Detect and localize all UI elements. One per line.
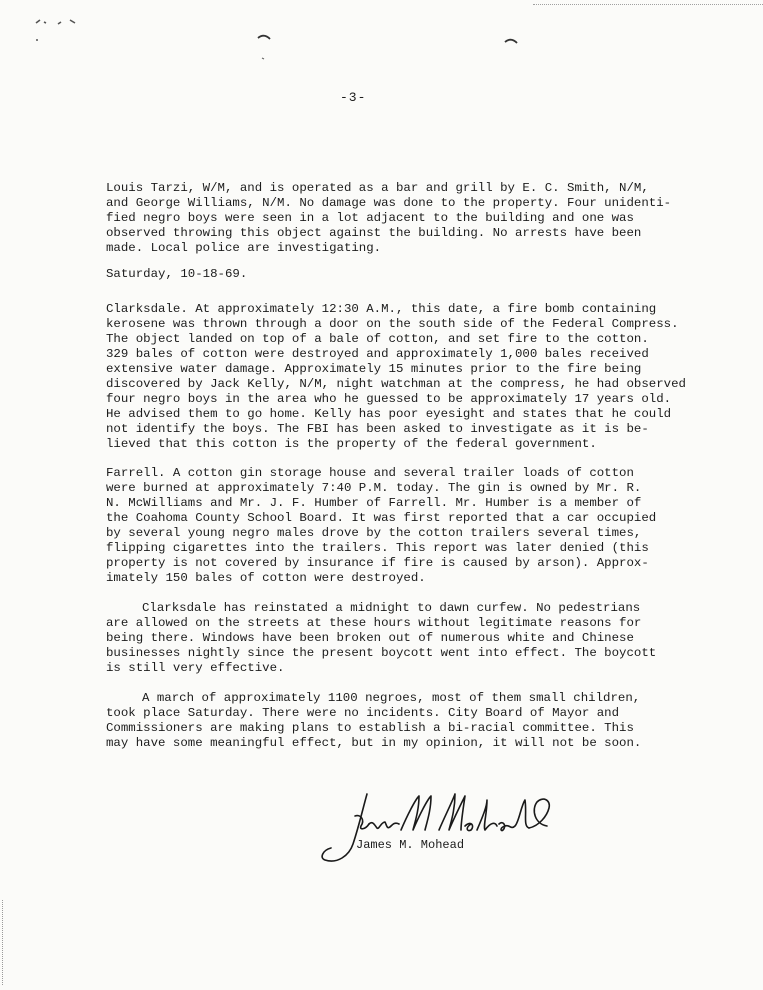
- text-line: flipping cigarettes into the trailers. This report was later denied (this: [106, 541, 649, 555]
- date-heading: Saturday, 10-18-69.: [106, 267, 248, 281]
- text-line: were burned at approximately 7:40 P.M. today. The gin is owned by Mr. R.: [106, 481, 642, 495]
- text-line: discovered by Jack Kelly, N/M, night watchman at the compress, he had observed: [106, 377, 686, 391]
- text-line: made. Local police are investigating.: [106, 241, 382, 255]
- text-line: Louis Tarzi, W/M, and is operated as a bar and grill by E. C. Smith, N/M,: [106, 181, 649, 195]
- text-line: imately 150 bales of cotton were destroyed.: [106, 571, 426, 585]
- text-line: is still very effective.: [106, 661, 285, 675]
- text-line: may have some meaningful effect, but in my opinion, it will not be soon.: [106, 736, 642, 750]
- text-line: Farrell. A cotton gin storage house and several trailer loads of cotton: [106, 466, 634, 480]
- text-line: being there. Windows have been broken out of numerous white and Chinese: [106, 631, 634, 645]
- text-line: property is not covered by insurance if fire is caused by arson). Approx-: [106, 556, 649, 570]
- text-line: by several young negro males drove by the cotton trailers several times,: [106, 526, 642, 540]
- text-line: A march of approximately 1100 negroes, most of them small children,: [142, 691, 641, 705]
- text-line: Clarksdale has reinstated a midnight to dawn curfew. No pedestrians: [142, 601, 641, 615]
- paragraph-curfew: [106, 601, 696, 676]
- text-line: took place Saturday. There were no incidents. City Board of Mayor and: [106, 706, 620, 720]
- text-line: lieved that this cotton is the property of the federal government.: [106, 437, 597, 451]
- text-line: not identify the boys. The FBI has been asked to investigate as it is be-: [106, 422, 649, 436]
- text-line: are allowed on the streets at these hours without legitimate reasons for: [106, 616, 642, 630]
- paragraph-clarksdale-fire: [106, 302, 696, 452]
- text-line: the Coahoma County School Board. It was first reported that a car occupied: [106, 511, 657, 525]
- text-line: extensive water damage. Approximately 15 minutes prior to the fire being: [106, 362, 642, 376]
- handwritten-signature: [315, 786, 565, 866]
- text-line: Clarksdale. At approximately 12:30 A.M., this date, a fire bomb containing: [106, 302, 657, 316]
- text-line: Commissioners are making plans to establish a bi-racial committee. This: [106, 721, 634, 735]
- scan-specks: [0, 0, 763, 200]
- text-line: businesses nightly since the present boycott went into effect. The boycott: [106, 646, 657, 660]
- paragraph-tarzi: [106, 181, 696, 256]
- paragraph-farrell: [106, 466, 696, 586]
- signer-name: James M. Mohead: [356, 838, 465, 852]
- text-line: four negro boys in the area who he guessed to be approximately 17 years old.: [106, 392, 672, 406]
- scan-margin-mark: [2, 900, 6, 985]
- text-line: N. McWilliams and Mr. J. F. Humber of Farrell. Mr. Humber is a member of: [106, 496, 642, 510]
- page-number: -3-: [340, 90, 367, 105]
- text-line: and George Williams, N/M. No damage was done to the property. Four unidenti-: [106, 196, 672, 210]
- text-line: fied negro boys were seen in a lot adjacent to the building and one was: [106, 211, 634, 225]
- text-line: The object landed on top of a bale of cotton, and set fire to the cotton.: [106, 332, 649, 346]
- paragraph-march: [106, 691, 696, 751]
- text-line: observed throwing this object against the building. No arrests have been: [106, 226, 642, 240]
- text-line: He advised them to go home. Kelly has poor eyesight and states that he could: [106, 407, 672, 421]
- text-line: kerosene was thrown through a door on the south side of the Federal Compress.: [106, 317, 679, 331]
- text-line: 329 bales of cotton were destroyed and approximately 1,000 bales received: [106, 347, 649, 361]
